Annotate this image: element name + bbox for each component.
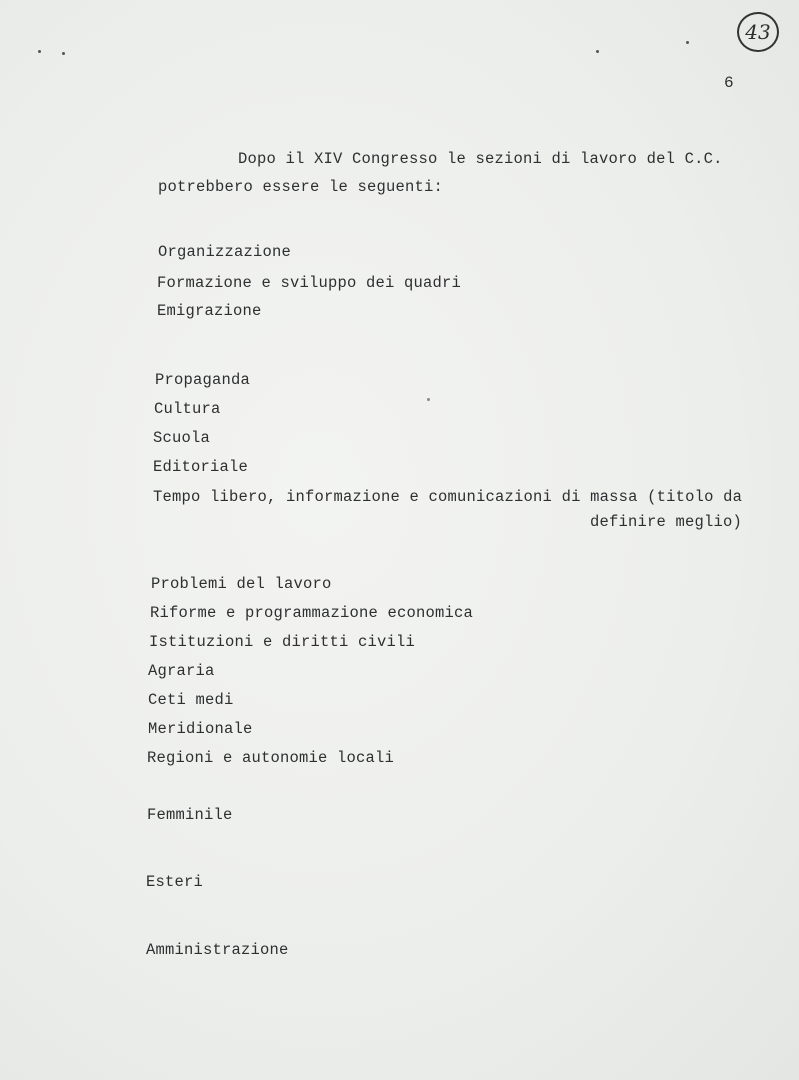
folio-stamp bbox=[737, 12, 779, 52]
page-number: 6 bbox=[724, 74, 734, 92]
paper-speck bbox=[596, 50, 599, 53]
list-item: Formazione e sviluppo dei quadri bbox=[157, 274, 462, 292]
list-item: Riforme e programmazione economica bbox=[150, 604, 474, 622]
list-item: Meridionale bbox=[148, 720, 253, 738]
paper-speck bbox=[62, 52, 65, 55]
list-item: Scuola bbox=[153, 429, 211, 447]
intro-line-1: Dopo il XIV Congresso le sezioni di lavoro del C.C. bbox=[238, 150, 723, 168]
list-item: Editoriale bbox=[153, 458, 249, 476]
list-item: Propaganda bbox=[155, 371, 251, 389]
list-item: Femminile bbox=[147, 806, 233, 824]
paper-speck bbox=[686, 41, 689, 44]
paper-speck bbox=[38, 50, 41, 53]
paper-speck bbox=[427, 398, 430, 401]
list-item: Agraria bbox=[148, 662, 215, 680]
list-item: Tempo libero, informazione e comunicazioni di massa (titolo da bbox=[153, 488, 743, 506]
list-item: Amministrazione bbox=[146, 941, 289, 959]
list-item-continuation: definire meglio) bbox=[590, 513, 743, 531]
list-item: Organizzazione bbox=[158, 243, 292, 261]
list-item: Emigrazione bbox=[157, 302, 262, 320]
intro-line-2: potrebbero essere le seguenti: bbox=[158, 178, 444, 196]
list-item: Problemi del lavoro bbox=[151, 575, 332, 593]
list-item: Regioni e autonomie locali bbox=[147, 749, 395, 767]
folio-number: 43 bbox=[745, 20, 771, 44]
list-item: Istituzioni e diritti civili bbox=[149, 633, 416, 651]
list-item: Esteri bbox=[146, 873, 204, 891]
list-item: Cultura bbox=[154, 400, 221, 418]
list-item: Ceti medi bbox=[148, 691, 234, 709]
